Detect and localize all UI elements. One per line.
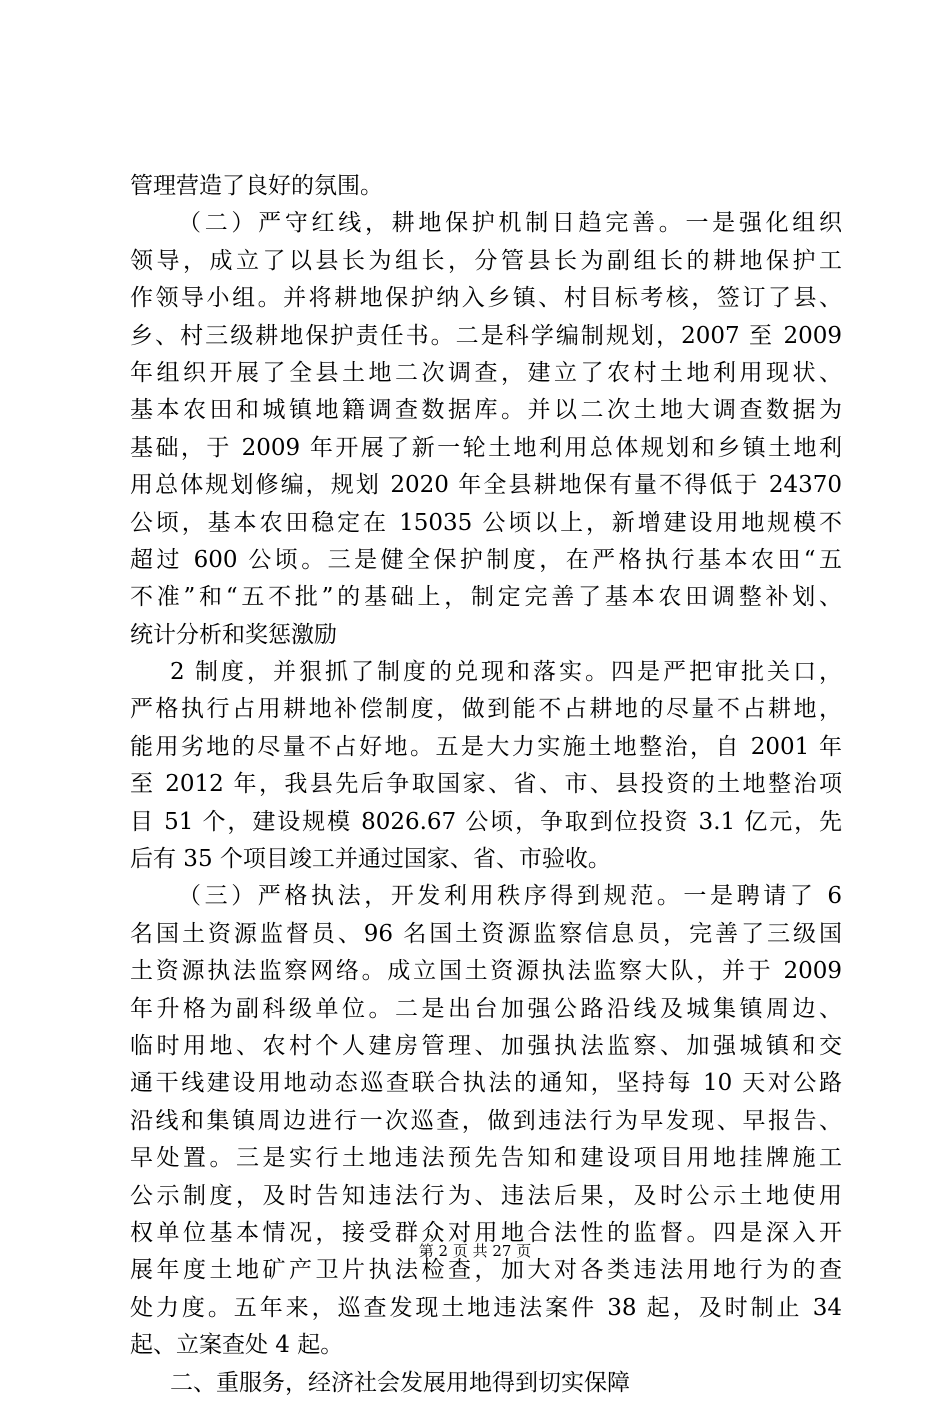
text-line: 土资源执法监察网络。成立国土资源执法监察大队，并于 2009 bbox=[130, 958, 842, 985]
text-line: 后有 35 个项目竣工并通过国家、省、市验收。 bbox=[130, 846, 611, 873]
text-line: 超过 600 公顷。三是健全保护制度，在严格执行基本农田“五 bbox=[130, 546, 842, 573]
text-line: 不准”和“五不批”的基础上，制定完善了基本农田调整补划、 bbox=[130, 584, 842, 611]
text-line: 沿线和集镇周边进行一次巡查，做到违法行为早发现、早报告、 bbox=[130, 1107, 842, 1134]
text-line: 至 2012 年，我县先后争取国家、省、市、县投资的土地整治项 bbox=[130, 771, 842, 798]
text-line: 严格执行占用耕地补偿制度，做到能不占耕地的尽量不占耕地， bbox=[130, 696, 842, 723]
text-line: 公顷，基本农田稳定在 15035 公顷以上，新增建设用地规模不 bbox=[130, 509, 842, 536]
text-line: 作领导小组。并将耕地保护纳入乡镇、村目标考核，签订了县、 bbox=[130, 285, 842, 312]
text-line: 目 51 个，建设规模 8026.67 公顷，争取到位投资 3.1 亿元，先 bbox=[130, 808, 842, 835]
section-heading-two: 二、重服务，经济社会发展用地得到切实保障 bbox=[170, 1369, 630, 1396]
text-line: 领导，成立了以县长为组长，分管县长为副组长的耕地保护工 bbox=[130, 247, 842, 274]
text-line: 通干线建设用地动态巡查联合执法的通知，坚持每 10 天对公路 bbox=[130, 1070, 842, 1097]
text-line: 处力度。五年来，巡查发现土地违法案件 38 起，及时制止 34 bbox=[130, 1294, 842, 1321]
text-line: 年组织开展了全县土地二次调查，建立了农村土地利用现状、 bbox=[130, 359, 842, 386]
text-line: 公示制度，及时告知违法行为、违法后果，及时公示土地使用 bbox=[130, 1182, 842, 1209]
text-line: 基础，于 2009 年开展了新一轮土地利用总体规划和乡镇土地利 bbox=[130, 434, 842, 461]
text-line: 权单位基本情况，接受群众对用地合法性的监督。四是深入开 bbox=[130, 1219, 842, 1246]
text-line: 管理营造了良好的氛围。 bbox=[130, 173, 383, 199]
text-line: 统计分析和奖惩激励 bbox=[130, 621, 337, 648]
text-line: 年升格为副科级单位。二是出台加强公路沿线及城集镇周边、 bbox=[130, 995, 842, 1022]
text-line: 早处置。三是实行土地违法预先告知和建设项目用地挂牌施工 bbox=[130, 1145, 842, 1172]
text-line: 用总体规划修编，规划 2020 年全县耕地保有量不得低于 24370 bbox=[130, 472, 842, 499]
document-body bbox=[130, 168, 842, 1402]
section-heading-3: （三）严格执法，开发利用秩序得到规范。一是聘请了 6 bbox=[178, 883, 842, 910]
text-line: 2 制度，并狠抓了制度的兑现和落实。四是严把审批关口， bbox=[170, 659, 842, 686]
text-line: 名国土资源监督员、96 名国土资源监察信息员，完善了三级国 bbox=[130, 920, 842, 947]
text-line: 乡、村三级耕地保护责任书。二是科学编制规划，2007 至 2009 bbox=[130, 322, 842, 349]
text-line: 临时用地、农村个人建房管理、加强执法监察、加强城镇和交 bbox=[130, 1032, 842, 1059]
text-line: 起、立案查处 4 起。 bbox=[130, 1332, 344, 1359]
text-line: 展年度土地矿产卫片执法检查，加大对各类违法用地行为的查 bbox=[130, 1257, 842, 1284]
page-number: 第 2 页 共 27 页 bbox=[418, 1242, 532, 1260]
text-line: 基本农田和城镇地籍调查数据库。并以二次土地大调查数据为 bbox=[130, 397, 842, 424]
section-heading-2: （二）严守红线，耕地保护机制日趋完善。一是强化组织 bbox=[178, 210, 842, 237]
text-line: 能用劣地的尽量不占好地。五是大力实施土地整治，自 2001 年 bbox=[130, 733, 842, 760]
